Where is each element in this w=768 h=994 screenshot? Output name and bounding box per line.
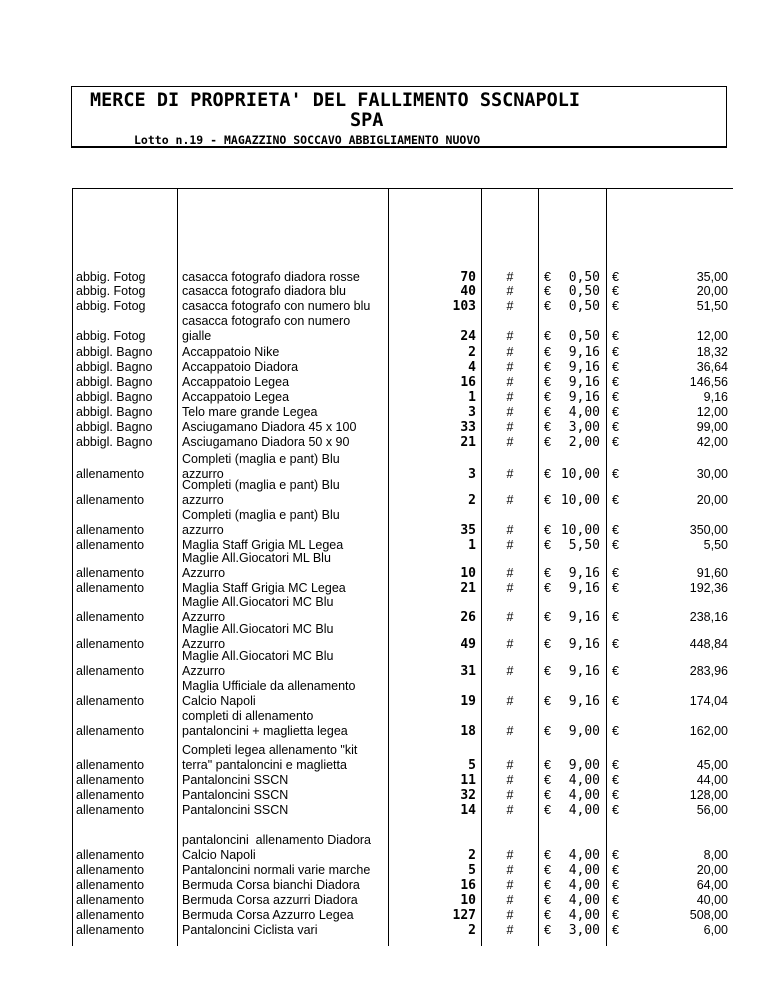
category-cell: abbigl. Bagno xyxy=(76,435,153,449)
unit-price-cell: 3,00 xyxy=(568,420,600,435)
unit-marker: # xyxy=(506,637,514,651)
unit-price-cell: 9,16 xyxy=(568,637,600,652)
currency-symbol: € xyxy=(612,405,619,419)
unit-marker: # xyxy=(506,284,514,298)
unit-price-cell: 4,00 xyxy=(568,863,600,878)
description-cell: Pantaloncini SSCN xyxy=(182,803,289,817)
unit-price-cell: 9,00 xyxy=(568,724,600,739)
currency-symbol: € xyxy=(612,390,619,404)
currency-symbol: € xyxy=(612,863,619,877)
column-divider xyxy=(72,188,73,946)
quantity-cell: 5 xyxy=(468,863,476,878)
currency-symbol: € xyxy=(544,694,551,708)
unit-price-cell: 9,16 xyxy=(568,664,600,679)
total-cell: 56,00 xyxy=(696,803,728,817)
category-cell: abbig. Fotog xyxy=(76,329,146,343)
total-cell: 162,00 xyxy=(689,724,728,738)
currency-symbol: € xyxy=(544,908,551,922)
header-top-border xyxy=(72,188,733,189)
unit-marker: # xyxy=(506,345,514,359)
unit-marker: # xyxy=(506,360,514,374)
quantity-cell: 35 xyxy=(460,523,476,538)
category-cell: allenamento xyxy=(76,566,145,580)
currency-symbol: € xyxy=(544,375,551,389)
unit-price-cell: 10,00 xyxy=(560,523,600,538)
unit-price-cell: 4,00 xyxy=(568,405,600,420)
total-cell: 12,00 xyxy=(696,405,728,419)
description-cell: Bermuda Corsa azzurri Diadora xyxy=(182,893,358,907)
currency-symbol: € xyxy=(544,345,551,359)
total-cell: 20,00 xyxy=(696,863,728,877)
currency-symbol: € xyxy=(612,637,619,651)
total-cell: 192,36 xyxy=(689,581,728,595)
category-cell: allenamento xyxy=(76,848,145,862)
currency-symbol: € xyxy=(544,270,551,284)
category-cell: abbigl. Bagno xyxy=(76,345,153,359)
currency-symbol: € xyxy=(612,523,619,537)
unit-marker: # xyxy=(506,863,514,877)
currency-symbol: € xyxy=(612,893,619,907)
description-cell: Maglie All.Giocatori MC Blu Azzurro xyxy=(182,595,334,624)
unit-marker: # xyxy=(506,694,514,708)
unit-price-cell: 0,50 xyxy=(568,270,600,285)
quantity-cell: 5 xyxy=(468,758,476,773)
unit-marker: # xyxy=(506,581,514,595)
description-cell: Telo mare grande Legea xyxy=(182,405,318,419)
description-cell: Pantaloncini SSCN xyxy=(182,773,289,787)
total-cell: 91,60 xyxy=(696,566,728,580)
currency-symbol: € xyxy=(544,284,551,298)
unit-marker: # xyxy=(506,893,514,907)
currency-symbol: € xyxy=(612,566,619,580)
description-cell: Bermuda Corsa bianchi Diadora xyxy=(182,878,360,892)
currency-symbol: € xyxy=(612,345,619,359)
currency-symbol: € xyxy=(544,724,551,738)
category-cell: abbigl. Bagno xyxy=(76,405,153,419)
category-cell: allenamento xyxy=(76,758,145,772)
total-cell: 42,00 xyxy=(696,435,728,449)
unit-price-cell: 4,00 xyxy=(568,878,600,893)
currency-symbol: € xyxy=(544,581,551,595)
currency-symbol: € xyxy=(612,581,619,595)
column-divider xyxy=(177,188,178,946)
currency-symbol: € xyxy=(544,610,551,624)
unit-marker: # xyxy=(506,788,514,802)
currency-symbol: € xyxy=(544,360,551,374)
category-cell: allenamento xyxy=(76,493,145,507)
unit-price-cell: 9,00 xyxy=(568,758,600,773)
quantity-cell: 18 xyxy=(460,724,476,739)
currency-symbol: € xyxy=(544,538,551,552)
currency-symbol: € xyxy=(612,329,619,343)
unit-price-cell: 2,00 xyxy=(568,435,600,450)
category-cell: allenamento xyxy=(76,803,145,817)
quantity-cell: 10 xyxy=(460,893,476,908)
quantity-cell: 2 xyxy=(468,493,476,508)
unit-marker: # xyxy=(506,467,514,481)
description-cell: Completi (maglia e pant) Blu azzurro xyxy=(182,452,340,481)
quantity-cell: 49 xyxy=(460,637,476,652)
description-cell: Maglie All.Giocatori MC Blu Azzurro xyxy=(182,622,334,651)
description-cell: Pantaloncini SSCN xyxy=(182,788,289,802)
category-cell: allenamento xyxy=(76,863,145,877)
currency-symbol: € xyxy=(544,390,551,404)
total-cell: 35,00 xyxy=(696,270,728,284)
description-cell: Maglie All.Giocatori MC Blu Azzurro xyxy=(182,649,334,678)
category-cell: allenamento xyxy=(76,467,145,481)
quantity-cell: 19 xyxy=(460,694,476,709)
unit-price-cell: 4,00 xyxy=(568,893,600,908)
description-cell: Bermuda Corsa Azzurro Legea xyxy=(182,908,354,922)
quantity-cell: 14 xyxy=(460,803,476,818)
description-cell: Completi legea allenamento "kit terra" pantaloncini e maglietta xyxy=(182,743,358,772)
category-cell: allenamento xyxy=(76,788,145,802)
quantity-cell: 2 xyxy=(468,345,476,360)
currency-symbol: € xyxy=(612,435,619,449)
currency-symbol: € xyxy=(544,405,551,419)
total-cell: 18,32 xyxy=(696,345,728,359)
quantity-cell: 21 xyxy=(460,435,476,450)
category-cell: allenamento xyxy=(76,773,145,787)
unit-marker: # xyxy=(506,299,514,313)
description-cell: Completi (maglia e pant) Blu azzurro xyxy=(182,478,340,507)
unit-price-cell: 9,16 xyxy=(568,581,600,596)
currency-symbol: € xyxy=(612,284,619,298)
total-cell: 9,16 xyxy=(703,390,728,404)
currency-symbol: € xyxy=(612,375,619,389)
currency-symbol: € xyxy=(544,923,551,937)
column-divider xyxy=(606,188,607,946)
unit-marker: # xyxy=(506,538,514,552)
currency-symbol: € xyxy=(612,788,619,802)
total-cell: 45,00 xyxy=(696,758,728,772)
total-cell: 8,00 xyxy=(703,848,728,862)
unit-price-cell: 4,00 xyxy=(568,788,600,803)
total-cell: 238,16 xyxy=(689,610,728,624)
unit-marker: # xyxy=(506,758,514,772)
unit-price-cell: 4,00 xyxy=(568,803,600,818)
unit-price-cell: 4,00 xyxy=(568,773,600,788)
currency-symbol: € xyxy=(544,788,551,802)
currency-symbol: € xyxy=(612,664,619,678)
currency-symbol: € xyxy=(544,848,551,862)
quantity-cell: 70 xyxy=(460,270,476,285)
unit-marker: # xyxy=(506,773,514,787)
category-cell: allenamento xyxy=(76,923,145,937)
description-cell: Accappatoio Diadora xyxy=(182,360,299,374)
unit-marker: # xyxy=(506,566,514,580)
unit-price-cell: 9,16 xyxy=(568,610,600,625)
unit-price-cell: 9,16 xyxy=(568,360,600,375)
unit-marker: # xyxy=(506,329,514,343)
quantity-cell: 33 xyxy=(460,420,476,435)
total-cell: 99,00 xyxy=(696,420,728,434)
unit-marker: # xyxy=(506,390,514,404)
quantity-cell: 1 xyxy=(468,538,476,553)
unit-marker: # xyxy=(506,375,514,389)
quantity-cell: 26 xyxy=(460,610,476,625)
total-cell: 508,00 xyxy=(689,908,728,922)
currency-symbol: € xyxy=(612,493,619,507)
currency-symbol: € xyxy=(544,773,551,787)
unit-price-cell: 4,00 xyxy=(568,908,600,923)
quantity-cell: 16 xyxy=(460,878,476,893)
currency-symbol: € xyxy=(544,863,551,877)
quantity-cell: 1 xyxy=(468,390,476,405)
currency-symbol: € xyxy=(544,878,551,892)
description-cell: Asciugamano Diadora 50 x 90 xyxy=(182,435,350,449)
currency-symbol: € xyxy=(612,360,619,374)
category-cell: allenamento xyxy=(76,610,145,624)
category-cell: allenamento xyxy=(76,893,145,907)
category-cell: allenamento xyxy=(76,724,145,738)
description-cell: completi di allenamento pantaloncini + maglietta legea xyxy=(182,709,348,738)
unit-price-cell: 9,16 xyxy=(568,390,600,405)
description-cell: casacca fotografo con numero blu xyxy=(182,299,371,313)
quantity-cell: 2 xyxy=(468,848,476,863)
unit-marker: # xyxy=(506,724,514,738)
currency-symbol: € xyxy=(612,803,619,817)
unit-price-cell: 9,16 xyxy=(568,375,600,390)
category-cell: allenamento xyxy=(76,908,145,922)
quantity-cell: 3 xyxy=(468,405,476,420)
unit-marker: # xyxy=(506,848,514,862)
currency-symbol: € xyxy=(544,435,551,449)
category-cell: abbig. Fotog xyxy=(76,299,146,313)
description-cell: casacca fotografo diadora blu xyxy=(182,284,346,298)
category-cell: abbigl. Bagno xyxy=(76,420,153,434)
unit-marker: # xyxy=(506,270,514,284)
currency-symbol: € xyxy=(612,724,619,738)
document-title: MERCE DI PROPRIETA' DEL FALLIMENTO SSCNAPOLI xyxy=(90,90,581,111)
column-divider xyxy=(538,188,539,946)
total-cell: 51,50 xyxy=(696,299,728,313)
category-cell: abbig. Fotog xyxy=(76,284,146,298)
unit-marker: # xyxy=(506,420,514,434)
total-cell: 350,00 xyxy=(689,523,728,537)
unit-marker: # xyxy=(506,523,514,537)
category-cell: allenamento xyxy=(76,581,145,595)
column-divider xyxy=(388,188,389,946)
unit-marker: # xyxy=(506,878,514,892)
total-cell: 6,00 xyxy=(703,923,728,937)
quantity-cell: 32 xyxy=(460,788,476,803)
quantity-cell: 16 xyxy=(460,375,476,390)
unit-price-cell: 10,00 xyxy=(560,467,600,482)
total-cell: 174,04 xyxy=(689,694,728,708)
description-cell: Pantaloncini normali varie marche xyxy=(182,863,371,877)
currency-symbol: € xyxy=(612,878,619,892)
category-cell: allenamento xyxy=(76,538,145,552)
unit-price-cell: 9,16 xyxy=(568,694,600,709)
unit-price-cell: 9,16 xyxy=(568,345,600,360)
unit-marker: # xyxy=(506,923,514,937)
unit-marker: # xyxy=(506,435,514,449)
currency-symbol: € xyxy=(612,908,619,922)
quantity-cell: 127 xyxy=(452,908,476,923)
quantity-cell: 4 xyxy=(468,360,476,375)
unit-price-cell: 0,50 xyxy=(568,299,600,314)
description-cell: Accappatoio Legea xyxy=(182,375,290,389)
total-cell: 30,00 xyxy=(696,467,728,481)
total-cell: 64,00 xyxy=(696,878,728,892)
lotto-subtitle: Lotto n.19 - MAGAZZINO SOCCAVO ABBIGLIAMENTO NUOVO xyxy=(134,133,481,147)
unit-marker: # xyxy=(506,493,514,507)
currency-symbol: € xyxy=(544,803,551,817)
description-cell: Accappatoio Legea xyxy=(182,390,290,404)
currency-symbol: € xyxy=(612,773,619,787)
currency-symbol: € xyxy=(612,538,619,552)
description-cell: Maglia Staff Grigia ML Legea xyxy=(182,538,344,552)
title-box xyxy=(71,86,727,148)
quantity-cell: 2 xyxy=(468,923,476,938)
quantity-cell: 103 xyxy=(452,299,476,314)
currency-symbol: € xyxy=(544,299,551,313)
currency-symbol: € xyxy=(612,610,619,624)
unit-price-cell: 3,00 xyxy=(568,923,600,938)
currency-symbol: € xyxy=(544,893,551,907)
total-cell: 5,50 xyxy=(703,538,728,552)
currency-symbol: € xyxy=(544,566,551,580)
description-cell: Asciugamano Diadora 45 x 100 xyxy=(182,420,357,434)
currency-symbol: € xyxy=(612,420,619,434)
unit-price-cell: 10,00 xyxy=(560,493,600,508)
total-cell: 20,00 xyxy=(696,493,728,507)
total-cell: 146,56 xyxy=(689,375,728,389)
total-cell: 448,84 xyxy=(689,637,728,651)
category-cell: abbigl. Bagno xyxy=(76,375,153,389)
quantity-cell: 31 xyxy=(460,664,476,679)
total-cell: 44,00 xyxy=(696,773,728,787)
category-cell: abbigl. Bagno xyxy=(76,390,153,404)
currency-symbol: € xyxy=(612,270,619,284)
currency-symbol: € xyxy=(544,523,551,537)
currency-symbol: € xyxy=(612,299,619,313)
unit-marker: # xyxy=(506,664,514,678)
currency-symbol: € xyxy=(612,758,619,772)
category-cell: allenamento xyxy=(76,637,145,651)
unit-price-cell: 0,50 xyxy=(568,329,600,344)
description-cell: pantaloncini allenamento Diadora Calcio Napoli xyxy=(182,833,372,862)
currency-symbol: € xyxy=(544,637,551,651)
total-cell: 40,00 xyxy=(696,893,728,907)
quantity-cell: 24 xyxy=(460,329,476,344)
description-cell: casacca fotografo diadora rosse xyxy=(182,270,360,284)
currency-symbol: € xyxy=(612,694,619,708)
quantity-cell: 10 xyxy=(460,566,476,581)
unit-price-cell: 9,16 xyxy=(568,566,600,581)
category-cell: allenamento xyxy=(76,694,145,708)
currency-symbol: € xyxy=(544,493,551,507)
currency-symbol: € xyxy=(612,467,619,481)
unit-marker: # xyxy=(506,610,514,624)
category-cell: allenamento xyxy=(76,664,145,678)
description-cell: Pantaloncini Ciclista vari xyxy=(182,923,318,937)
quantity-cell: 11 xyxy=(460,773,476,788)
currency-symbol: € xyxy=(612,923,619,937)
document-title-cont: SPA xyxy=(350,110,384,131)
description-cell: Completi (maglia e pant) Blu azzurro xyxy=(182,508,340,537)
quantity-cell: 3 xyxy=(468,467,476,482)
unit-price-cell: 5,50 xyxy=(568,538,600,553)
description-cell: Maglie All.Giocatori ML Blu Azzurro xyxy=(182,551,331,580)
unit-marker: # xyxy=(506,405,514,419)
description-cell: Maglia Ufficiale da allenamento Calcio Napoli xyxy=(182,679,356,708)
description-cell: casacca fotografo con numero gialle xyxy=(182,314,351,343)
description-cell: Maglia Staff Grigia MC Legea xyxy=(182,581,346,595)
total-cell: 128,00 xyxy=(689,788,728,802)
currency-symbol: € xyxy=(544,758,551,772)
category-cell: abbigl. Bagno xyxy=(76,360,153,374)
unit-price-cell: 4,00 xyxy=(568,848,600,863)
total-cell: 36,64 xyxy=(696,360,728,374)
currency-symbol: € xyxy=(544,467,551,481)
currency-symbol: € xyxy=(612,848,619,862)
unit-marker: # xyxy=(506,803,514,817)
unit-marker: # xyxy=(506,908,514,922)
category-cell: abbig. Fotog xyxy=(76,270,146,284)
currency-symbol: € xyxy=(544,420,551,434)
category-cell: allenamento xyxy=(76,523,145,537)
total-cell: 20,00 xyxy=(696,284,728,298)
total-cell: 12,00 xyxy=(696,329,728,343)
total-cell: 283,96 xyxy=(689,664,728,678)
currency-symbol: € xyxy=(544,329,551,343)
currency-symbol: € xyxy=(544,664,551,678)
category-cell: allenamento xyxy=(76,878,145,892)
quantity-cell: 21 xyxy=(460,581,476,596)
description-cell: Accappatoio Nike xyxy=(182,345,280,359)
unit-price-cell: 0,50 xyxy=(568,284,600,299)
quantity-cell: 40 xyxy=(460,284,476,299)
